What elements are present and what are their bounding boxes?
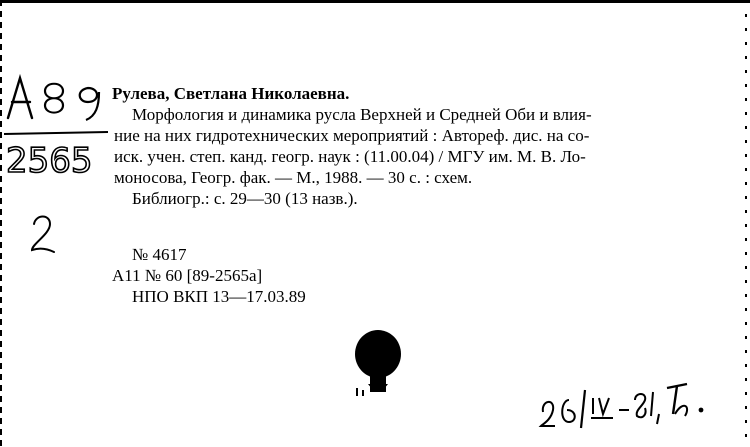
shelf-mark: [2, 72, 110, 182]
agency-line: НПО ВКП 13—17.03.89: [132, 287, 306, 306]
handwritten-copy-number: [28, 212, 58, 254]
shelf-mark-drawing: [2, 72, 110, 182]
description-line: моносова, Геогр. фак. — М., 1988. — 30 с. : схем.: [114, 168, 473, 187]
catalog-code: А11 № 60 [89-2565а]: [112, 266, 263, 285]
registration-notes: [112, 244, 306, 307]
punch-hole: [352, 328, 404, 406]
bibliographic-description: [114, 104, 714, 209]
handwritten-date: [535, 370, 715, 432]
registration-number: № 4617: [132, 245, 187, 264]
card-right-edge: [745, 0, 747, 447]
card-top-edge: [0, 0, 750, 3]
description-line: ние на них гидротехнических мероприятий : Автореф. дис. на со-: [114, 126, 590, 145]
description-line: Морфология и динамика русла Верхней и Средней Оби и влия-: [132, 105, 592, 124]
card-left-edge: [0, 0, 2, 447]
shelf-mark-bottom: 2565: [6, 141, 93, 181]
author-heading: Рулева, Светлана Николаевна.: [112, 84, 350, 103]
description-line: иск. учен. степ. канд. геогр. наук : (11.00.04) / МГУ им. М. В. Ло-: [114, 147, 586, 166]
bibliography-note: Библиогр.: с. 29—30 (13 назв.).: [132, 189, 358, 208]
